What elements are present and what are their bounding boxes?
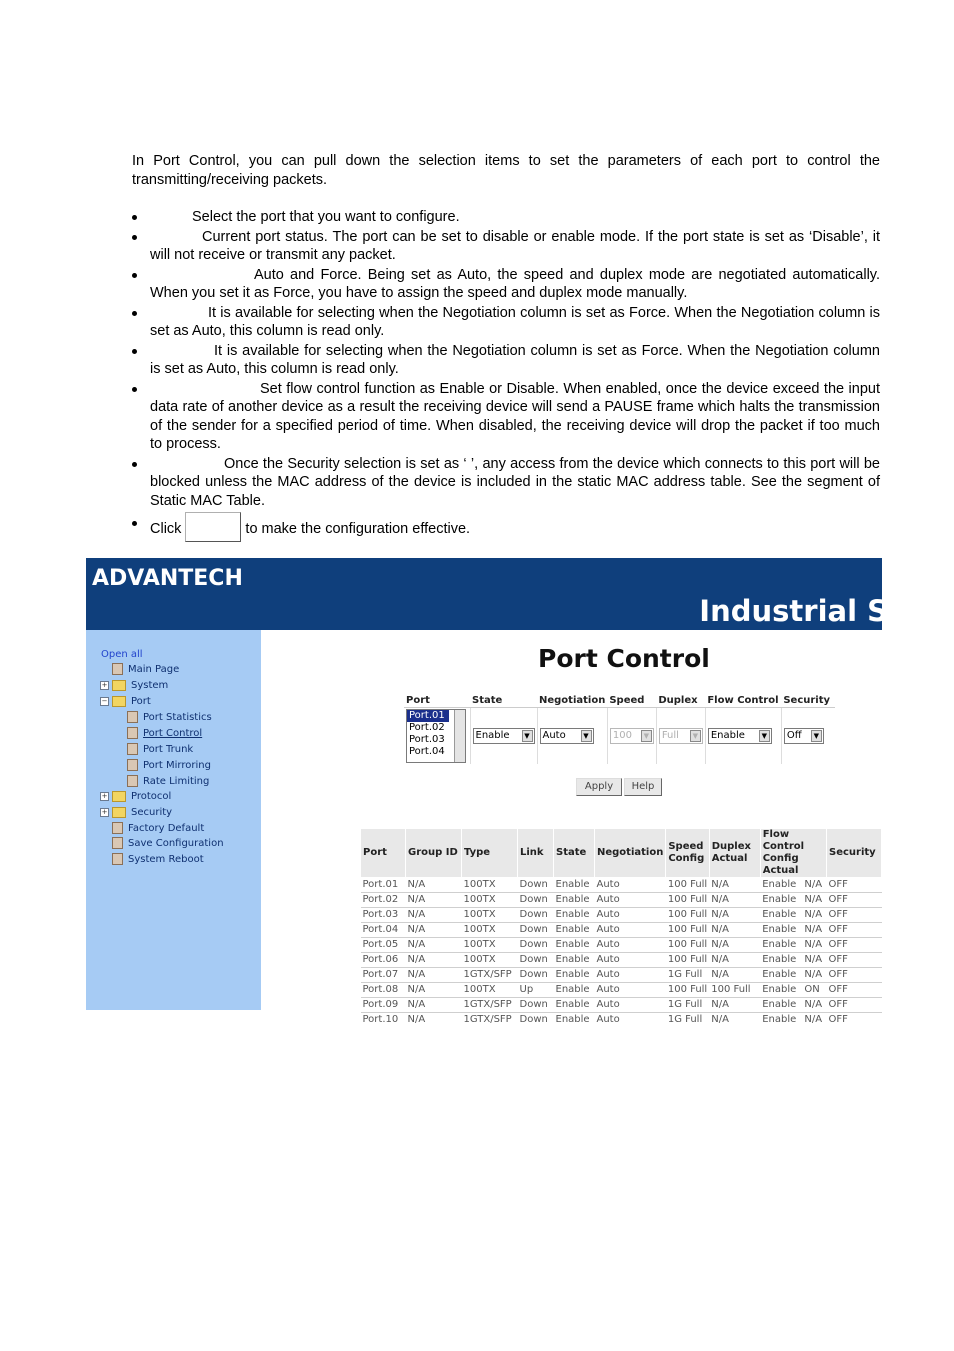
collapse-icon[interactable]: −	[101, 696, 108, 705]
table-cell: Enable	[760, 953, 802, 968]
page-icon	[112, 663, 123, 675]
sidebar-item-save-configuration[interactable]: Save Configuration	[112, 837, 224, 851]
status-table-body	[361, 878, 882, 1028]
table-cell: Enable	[554, 953, 595, 968]
table-cell: Down	[518, 923, 554, 938]
table-cell: OFF	[827, 878, 882, 893]
sidebar-item-rate-limiting[interactable]: Rate Limiting	[127, 775, 209, 789]
table-cell: N/A	[406, 998, 462, 1013]
table-cell: N/A	[406, 938, 462, 953]
table-cell: N/A	[406, 953, 462, 968]
table-cell: Enable	[554, 923, 595, 938]
col-negotiation: Negotiation	[539, 694, 606, 706]
col-link: Link	[518, 829, 554, 878]
list-item[interactable]: Port.02	[409, 722, 445, 733]
table-cell: 100 Full	[709, 983, 760, 998]
table-cell: Enable	[760, 983, 802, 998]
folder-open-icon	[112, 696, 126, 707]
apply-button-image	[185, 512, 241, 542]
table-cell: N/A	[802, 923, 826, 938]
table-cell: Port.08	[361, 983, 406, 998]
list-item[interactable]: Port.04	[409, 746, 445, 757]
table-cell: 1GTX/SFP	[462, 998, 518, 1013]
table-cell: N/A	[802, 938, 826, 953]
table-cell: N/A	[406, 1013, 462, 1028]
sidebar-item-main-page[interactable]: Main Page	[112, 663, 179, 677]
expand-icon[interactable]: +	[101, 680, 108, 689]
table-cell: 100 Full	[666, 923, 709, 938]
page-icon	[112, 853, 123, 865]
bullet-text: Set flow control function as Enable or Disable. When enabled, once the device exceed the input data rate of another device as a result the receiving device will send a PAUSE frame which halts the transmission of the sender for a specified period of time. When disabled, the receiving device will drop the packet if too much to process.	[150, 380, 880, 452]
flow-control-select[interactable]: Enable ▼	[708, 728, 772, 744]
table-cell: Down	[518, 893, 554, 908]
list-item	[132, 304, 880, 341]
table-cell: Auto	[595, 1013, 666, 1028]
col-group-id: Group ID	[406, 829, 462, 878]
table-cell: Port.05	[361, 938, 406, 953]
table-cell: 100 Full	[666, 908, 709, 923]
table-cell: 100 Full	[666, 953, 709, 968]
table-cell: N/A	[802, 893, 826, 908]
bullet-text: It is available for selecting when the Negotiation column is set as Force. When the Negotiation column is set as Auto, this column is read only.	[150, 304, 880, 339]
apply-button[interactable]: Apply	[576, 778, 622, 796]
sidebar-item-port-control[interactable]: Port Control	[127, 727, 202, 741]
bullet-text: Select the port that you want to configure.	[192, 209, 460, 225]
col-speed: Speed	[607, 693, 656, 708]
folder-icon	[112, 791, 126, 802]
bullet-icon	[132, 462, 137, 467]
table-cell: N/A	[406, 983, 462, 998]
table-cell: Enable	[554, 878, 595, 893]
table-cell: Down	[518, 953, 554, 968]
table-cell: Down	[518, 878, 554, 893]
click-after-label: to make the configuration effective.	[245, 520, 471, 537]
click-label: Click	[150, 520, 182, 537]
table-cell: Port.06	[361, 953, 406, 968]
col-negotiation: Negotiation	[595, 829, 666, 878]
table-cell: N/A	[802, 953, 826, 968]
table-cell: N/A	[709, 938, 760, 953]
table-cell: OFF	[827, 953, 882, 968]
table-cell: Enable	[554, 1013, 595, 1028]
bullet-icon	[132, 521, 137, 526]
table-cell: N/A	[709, 1013, 760, 1028]
col-type: Type	[462, 829, 518, 878]
table-cell: N/A	[802, 968, 826, 983]
page-title: Port Control	[538, 644, 710, 673]
table-cell: Auto	[595, 908, 666, 923]
list-item[interactable]: Port.03	[409, 734, 445, 745]
page-icon	[127, 711, 138, 723]
table-row	[361, 983, 882, 998]
sidebar	[86, 630, 261, 1010]
table-header-row	[361, 829, 882, 878]
sidebar-item-port[interactable]: − Port	[101, 696, 151, 707]
table-cell: Down	[518, 908, 554, 923]
col-security: Security	[781, 693, 835, 708]
sidebar-item-system-reboot[interactable]: System Reboot	[112, 853, 204, 867]
sidebar-item-factory-default[interactable]: Factory Default	[112, 822, 204, 836]
table-cell: 1GTX/SFP	[462, 1013, 518, 1028]
bullet-text: Auto and Force. Being set as Auto, the speed and duplex mode are negotiated automatically. When you set it as Force, you have to assign the speed and duplex mode manually.	[150, 266, 880, 301]
port-status-table	[360, 828, 882, 1027]
header-banner	[86, 558, 888, 630]
table-cell: 1G Full	[666, 998, 709, 1013]
table-cell: N/A	[709, 998, 760, 1013]
list-item[interactable]: Port.01	[407, 710, 449, 722]
table-cell: Port.01	[361, 878, 406, 893]
col-duplex-actual: Duplex Actual	[709, 829, 760, 878]
table-row	[361, 1013, 882, 1028]
table-cell: Enable	[760, 923, 802, 938]
table-cell: Down	[518, 968, 554, 983]
table-cell: Port.10	[361, 1013, 406, 1028]
bullet-text: Once the Security selection is set as ‘ ’, any access from the device which connects to this port will be blocked unless the MAC address of the device is included in the static MAC address table. See the segment of Static MAC Table.	[150, 455, 880, 509]
open-all-link[interactable]: Open all	[101, 649, 143, 660]
table-cell: Auto	[595, 953, 666, 968]
table-cell: Down	[518, 1013, 554, 1028]
page-icon	[112, 822, 123, 834]
table-cell: 100TX	[462, 938, 518, 953]
port-config-table	[404, 693, 835, 764]
table-row	[404, 708, 835, 765]
help-button[interactable]: Help	[624, 778, 662, 796]
table-cell: Enable	[554, 998, 595, 1013]
list-item	[132, 514, 880, 544]
table-cell: N/A	[709, 923, 760, 938]
table-cell: N/A	[709, 968, 760, 983]
page-icon	[127, 727, 138, 739]
bullet-icon	[132, 311, 137, 316]
col-state: State	[470, 693, 537, 708]
table-cell: N/A	[802, 998, 826, 1013]
table-header-row	[404, 693, 835, 708]
list-item	[132, 228, 880, 265]
table-cell: Auto	[595, 893, 666, 908]
table-cell: OFF	[827, 968, 882, 983]
table-row	[361, 998, 882, 1013]
chevron-down-icon: ▼	[641, 730, 652, 742]
list-item	[132, 342, 880, 379]
bullet-icon	[132, 387, 137, 392]
table-cell: Port.07	[361, 968, 406, 983]
table-row	[361, 923, 882, 938]
table-cell: 100 Full	[666, 878, 709, 893]
table-cell: 100 Full	[666, 938, 709, 953]
sidebar-item-protocol[interactable]: + Protocol	[101, 791, 172, 802]
table-cell: Down	[518, 998, 554, 1013]
table-cell: 100TX	[462, 878, 518, 893]
col-flow-control: Flow Control Config Actual	[760, 829, 826, 878]
table-row	[361, 878, 882, 893]
table-cell: N/A	[406, 968, 462, 983]
table-cell: Enable	[760, 893, 802, 908]
duplex-select: Full ▼	[659, 728, 703, 744]
table-cell: Auto	[595, 998, 666, 1013]
col-speed-config: Speed Config	[666, 829, 709, 878]
table-cell: Enable	[760, 908, 802, 923]
col-duplex: Duplex	[656, 693, 705, 708]
table-cell: 100 Full	[666, 983, 709, 998]
table-cell: OFF	[827, 1013, 882, 1028]
table-cell: Port.04	[361, 923, 406, 938]
table-cell: N/A	[709, 878, 760, 893]
table-cell: Auto	[595, 968, 666, 983]
table-cell: Enable	[760, 878, 802, 893]
table-row	[361, 968, 882, 983]
bullet-icon	[132, 349, 137, 354]
port-listbox[interactable]	[406, 709, 466, 763]
advantech-logo: ADVANTECH	[92, 566, 243, 591]
table-cell: 100TX	[462, 908, 518, 923]
page-icon	[127, 775, 138, 787]
table-cell: Enable	[554, 893, 595, 908]
table-cell: N/A	[406, 878, 462, 893]
table-row	[361, 908, 882, 923]
folder-icon	[112, 807, 126, 818]
bullet-icon	[132, 273, 137, 278]
table-row	[361, 938, 882, 953]
table-cell: N/A	[802, 1013, 826, 1028]
table-cell: Enable	[554, 908, 595, 923]
table-cell: N/A	[406, 908, 462, 923]
security-select[interactable]: Off ▼	[784, 728, 824, 744]
table-cell: Enable	[554, 938, 595, 953]
table-cell: N/A	[406, 893, 462, 908]
chevron-down-icon: ▼	[811, 730, 822, 742]
bullet-icon	[132, 235, 137, 240]
bullet-text: It is available for selecting when the Negotiation column is set as Force. When the Negotiation column is set as Auto, this column is read only.	[150, 342, 880, 377]
negotiation-select[interactable]: Auto ▼	[540, 728, 594, 744]
table-cell: 100TX	[462, 953, 518, 968]
sidebar-item-port-statistics[interactable]: Port Statistics	[127, 711, 212, 725]
table-cell: Enable	[554, 983, 595, 998]
folder-icon	[112, 680, 126, 691]
port-control-screenshot	[86, 558, 888, 1025]
table-cell: N/A	[802, 908, 826, 923]
table-cell: N/A	[709, 908, 760, 923]
table-cell: Enable	[760, 938, 802, 953]
list-item	[132, 266, 880, 303]
page-icon	[112, 837, 123, 849]
table-cell: Enable	[554, 968, 595, 983]
table-cell: OFF	[827, 908, 882, 923]
table-cell: Enable	[760, 998, 802, 1013]
table-cell: 1G Full	[666, 968, 709, 983]
table-cell: OFF	[827, 893, 882, 908]
field-description-list	[132, 208, 880, 544]
table-cell: OFF	[827, 938, 882, 953]
table-cell: OFF	[827, 998, 882, 1013]
col-state: State	[554, 829, 595, 878]
table-cell: 100TX	[462, 923, 518, 938]
table-row	[361, 893, 882, 908]
table-cell: N/A	[406, 923, 462, 938]
speed-select: 100 ▼	[610, 728, 654, 744]
table-cell: Up	[518, 983, 554, 998]
table-cell: Auto	[595, 923, 666, 938]
page-icon	[127, 759, 138, 771]
bullet-text: Current port status. The port can be set to disable or enable mode. If the port state is set as ‘Disable’, it will not receive or transmit any packet.	[150, 228, 880, 263]
sidebar-item-system[interactable]: + System	[101, 680, 169, 691]
chevron-down-icon: ▼	[759, 730, 770, 742]
sidebar-item-port-mirroring[interactable]: Port Mirroring	[127, 759, 211, 773]
expand-icon[interactable]: +	[101, 791, 108, 800]
chevron-down-icon: ▼	[581, 730, 592, 742]
table-cell: Enable	[760, 968, 802, 983]
col-port: Port	[361, 829, 406, 878]
chevron-down-icon: ▼	[690, 730, 701, 742]
table-cell: 100TX	[462, 893, 518, 908]
expand-icon[interactable]: +	[101, 807, 108, 816]
sidebar-item-security[interactable]: + Security	[101, 807, 173, 818]
table-cell: Port.03	[361, 908, 406, 923]
table-cell: ON	[802, 983, 826, 998]
table-row	[361, 953, 882, 968]
table-cell: Port.02	[361, 893, 406, 908]
list-item	[132, 380, 880, 454]
table-cell: 1GTX/SFP	[462, 968, 518, 983]
table-cell: N/A	[709, 953, 760, 968]
table-cell: Auto	[595, 878, 666, 893]
list-item	[132, 455, 880, 511]
bullet-icon	[132, 215, 137, 220]
table-cell: 1G Full	[666, 1013, 709, 1028]
table-cell: 100TX	[462, 983, 518, 998]
chevron-down-icon: ▼	[522, 730, 533, 742]
table-cell: Auto	[595, 983, 666, 998]
table-cell: 100 Full	[666, 893, 709, 908]
table-cell: N/A	[802, 878, 826, 893]
table-cell: Enable	[760, 1013, 802, 1028]
page-icon	[127, 743, 138, 755]
intro-paragraph: In Port Control, you can pull down the selection items to set the parameters of each port to control the transmitting/receiving packets.	[132, 153, 880, 188]
state-select[interactable]: Enable ▼	[473, 728, 535, 744]
list-item	[132, 208, 880, 227]
sidebar-item-port-trunk[interactable]: Port Trunk	[127, 743, 193, 757]
table-cell: OFF	[827, 923, 882, 938]
col-flow-control: Flow Control	[705, 693, 781, 708]
table-cell: Down	[518, 938, 554, 953]
table-cell: OFF	[827, 983, 882, 998]
col-port: Port	[404, 693, 470, 708]
col-security: Security	[827, 829, 882, 878]
table-cell: Port.09	[361, 998, 406, 1013]
banner-title: Industrial S	[699, 594, 888, 628]
table-cell: Auto	[595, 938, 666, 953]
table-cell: N/A	[709, 893, 760, 908]
listbox-scrollbar[interactable]	[454, 710, 465, 762]
